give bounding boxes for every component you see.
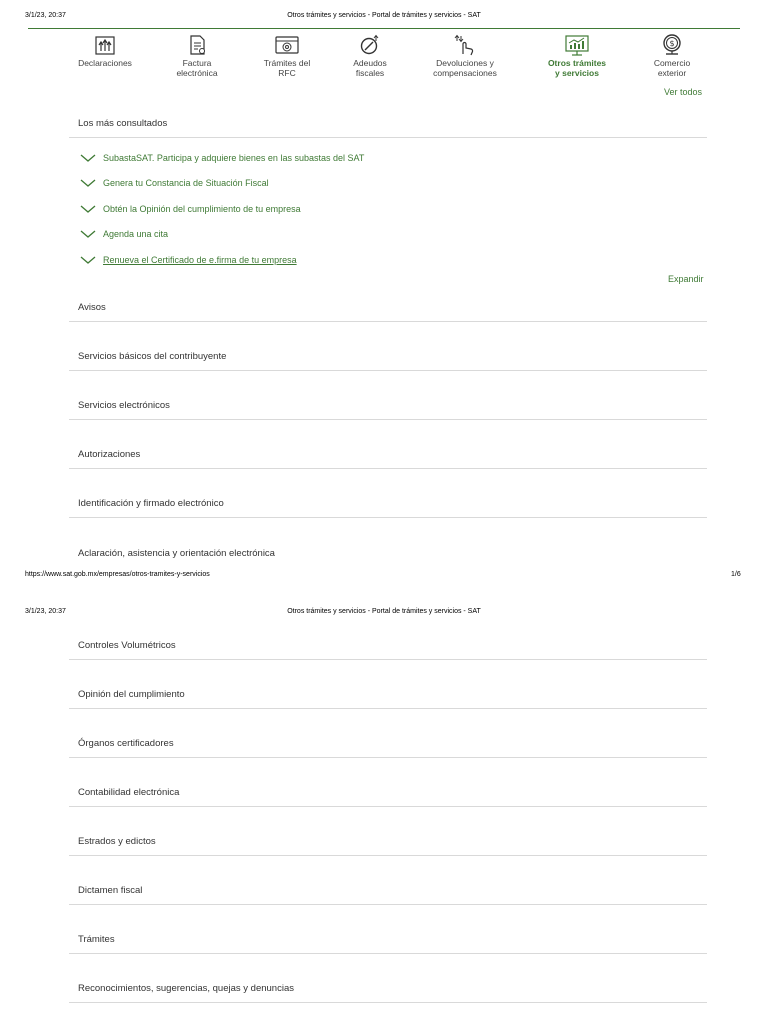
- ver-todos-link[interactable]: Ver todos: [664, 87, 703, 97]
- print-date: 3/1/23, 20:37: [25, 12, 66, 19]
- faq-item-label: Renueva el Certificado de e.firma de tu empresa: [103, 255, 297, 265]
- print-title: Otros trámites y servicios - Portal de trámites y servicios - SAT: [287, 12, 481, 19]
- section-title: Controles Volumétricos: [78, 640, 176, 651]
- nav-label: compensaciones: [433, 68, 497, 78]
- adeudos-icon: [359, 34, 381, 56]
- nav-label: Adeudos: [353, 58, 387, 68]
- accordion-section[interactable]: [69, 978, 707, 1003]
- section-title: Servicios electrónicos: [78, 400, 170, 411]
- chevron-down-icon: [80, 204, 96, 214]
- factura-icon: [186, 34, 208, 56]
- chevron-down-icon: [80, 153, 96, 163]
- accordion-section[interactable]: [69, 782, 707, 807]
- section-title: Dictamen fiscal: [78, 885, 143, 896]
- accordion-section-partial[interactable]: Aclaración, asistencia y orientación electrónica: [78, 548, 275, 559]
- nav-label: y servicios: [555, 68, 599, 78]
- nav-label: Otros trámites: [547, 58, 607, 68]
- faq-item-label: Agenda una cita: [103, 229, 169, 239]
- nav-comercio-exterior[interactable]: [643, 34, 701, 78]
- declaraciones-icon: [94, 34, 116, 56]
- section-title: Servicios básicos del contribuyente: [78, 351, 227, 362]
- section-title: Reconocimientos, sugerencias, quejas y denuncias: [78, 983, 294, 994]
- print-page-number: 1/6: [731, 571, 741, 578]
- faq-item-label: Genera tu Constancia de Situación Fiscal: [103, 178, 269, 188]
- section-title: Identificación y firmado electrónico: [78, 498, 224, 509]
- accordion-section[interactable]: [69, 444, 707, 469]
- nav-label: RFC: [278, 68, 296, 78]
- print-title: Otros trámites y servicios - Portal de trámites y servicios - SAT: [287, 608, 481, 615]
- chevron-down-icon: [80, 255, 96, 265]
- nav-devoluciones[interactable]: [425, 34, 505, 78]
- section-title: Autorizaciones: [78, 449, 141, 460]
- nav-factura[interactable]: [167, 34, 227, 78]
- nav-label: exterior: [657, 68, 687, 78]
- section-title: Contabilidad electrónica: [78, 787, 180, 798]
- nav-label: Trámites del: [263, 58, 311, 68]
- section-title: Estrados y edictos: [78, 836, 156, 847]
- accordion-section[interactable]: [69, 831, 707, 856]
- accordion-section[interactable]: [69, 733, 707, 758]
- rfc-icon: [275, 34, 299, 56]
- section-title: Los más consultados: [78, 118, 168, 129]
- accordion-section[interactable]: [69, 684, 707, 709]
- nav-label: Declaraciones: [78, 58, 132, 68]
- nav-label: fiscales: [355, 68, 385, 78]
- accordion-section[interactable]: [69, 929, 707, 954]
- comercio-icon: [661, 34, 683, 56]
- most-consulted-header[interactable]: [69, 113, 707, 138]
- faq-item-label: Obtén la Opinión del cumplimiento de tu empresa: [103, 204, 301, 214]
- nav-top-border: [28, 28, 740, 29]
- accordion-section[interactable]: [69, 395, 707, 420]
- svg-text:$: $: [669, 39, 675, 48]
- nav-label: Devoluciones y: [436, 58, 494, 68]
- nav-label: Comercio: [653, 58, 691, 68]
- section-title: Órganos certificadores: [78, 738, 174, 749]
- section-title: Opinión del cumplimiento: [78, 689, 185, 700]
- nav-otros-tramites[interactable]: [540, 34, 614, 78]
- print-date: 3/1/23, 20:37: [25, 608, 66, 615]
- nav-adeudos[interactable]: [341, 34, 399, 78]
- chevron-down-icon: [80, 178, 96, 188]
- faq-item-label: SubastaSAT. Participa y adquiere bienes en las subastas del SAT: [103, 153, 365, 163]
- accordion-section[interactable]: [69, 493, 707, 518]
- chevron-down-icon: [80, 229, 96, 239]
- section-title: Avisos: [78, 302, 106, 313]
- expandir-link[interactable]: Expandir: [668, 274, 704, 284]
- accordion-section[interactable]: [69, 635, 707, 660]
- accordion-section[interactable]: [69, 346, 707, 371]
- devoluciones-icon: [453, 34, 477, 56]
- otros-tramites-icon: [564, 34, 590, 56]
- nav-label: electrónica: [176, 68, 218, 78]
- print-url: https://www.sat.gob.mx/empresas/otros-tramites-y-servicios: [25, 571, 210, 578]
- nav-declaraciones[interactable]: [73, 34, 137, 68]
- nav-tramites-rfc[interactable]: [255, 34, 319, 78]
- accordion-section[interactable]: [69, 880, 707, 905]
- section-title: Trámites: [78, 934, 115, 945]
- nav-label: Factura: [182, 58, 212, 68]
- accordion-section[interactable]: [69, 297, 707, 322]
